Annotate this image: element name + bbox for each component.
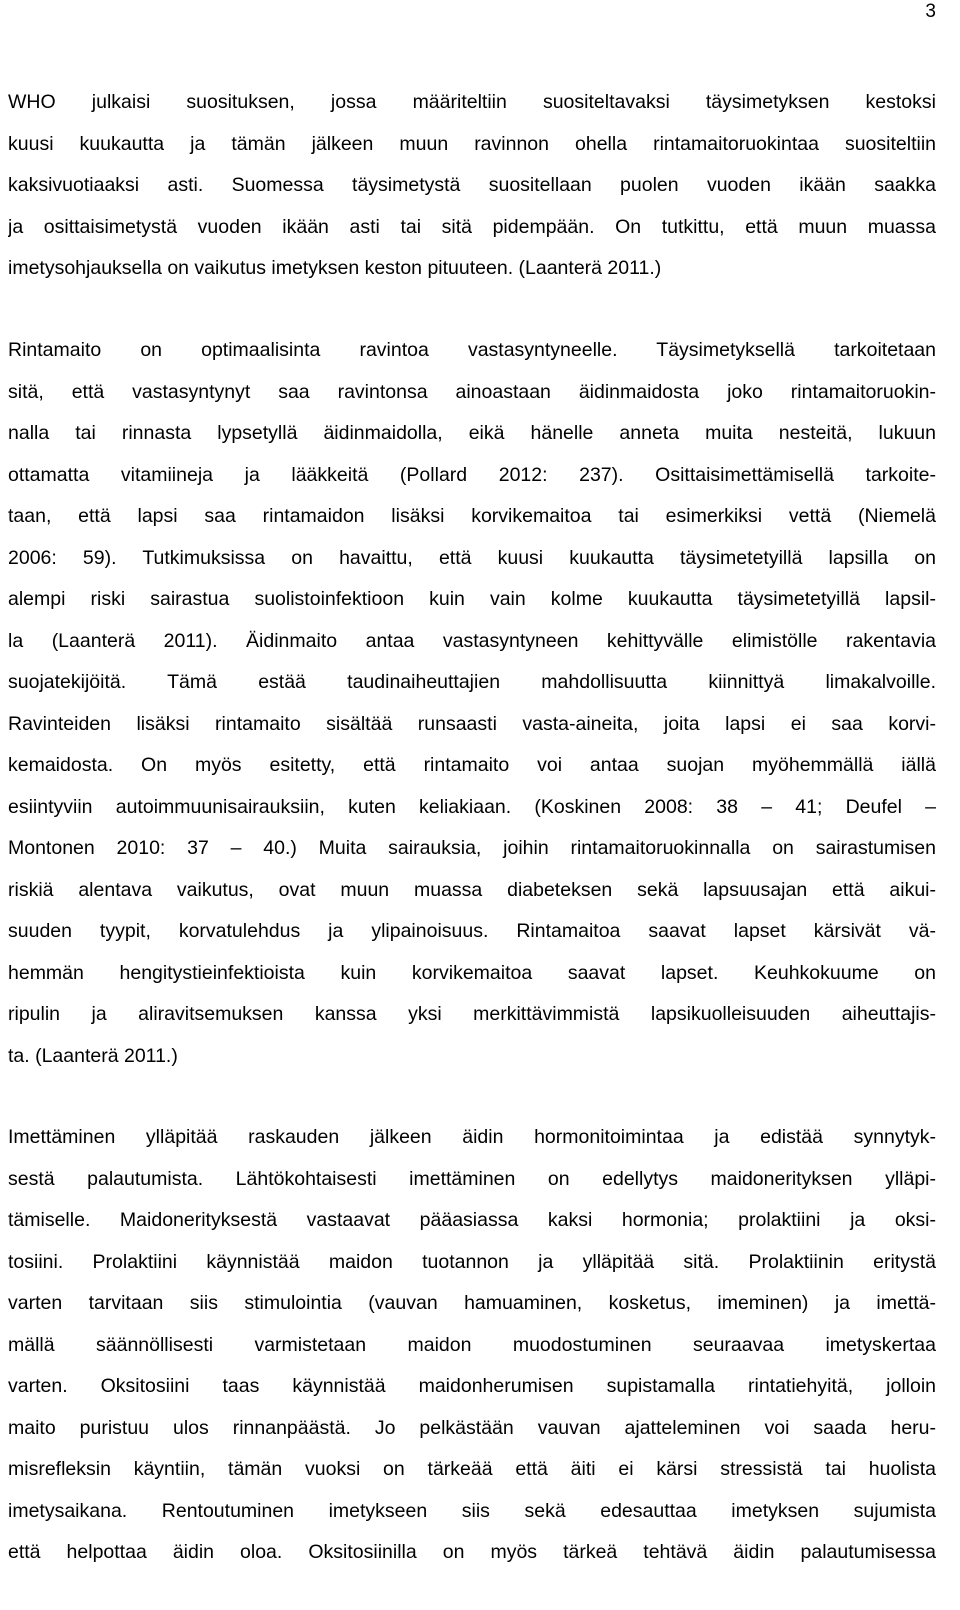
text-line: ottamatta vitamiineja ja lääkkeitä (Pollard 2012: 237). Osittaisimettämisellä tarkoite- [8, 463, 936, 486]
text-line: riskiä alentava vaikutus, ovat muun muassa diabeteksen sekä lapsuusajan että aikui- [8, 878, 936, 901]
text-line: tosiini. Prolaktiini käynnistää maidon tuotannon ja ylläpitää sitä. Prolaktiinin eritystä [8, 1250, 936, 1273]
text-line: kemaidosta. On myös esitetty, että rintamaito voi antaa suojan myöhemmällä iällä [8, 754, 936, 776]
text-line: sitä, että vastasyntynyt saa ravintonsa ainoastaan äidinmaidosta joko rintamaitoruokin- [8, 380, 936, 403]
text-line: Ravinteiden lisäksi rintamaito sisältää runsaasti vasta-aineita, joita lapsi ei saa korvi- [8, 712, 936, 735]
text-line: suuden tyypit, korvatulehdus ja ylipainoisuus. Rintamaitoa saavat lapset kärsivät vä- [8, 920, 936, 942]
text-line: varten tarvitaan siis stimulointia (vauvan hamuaminen, kosketus, imeminen) ja imettä- [8, 1292, 936, 1314]
paragraph-3 [8, 1117, 936, 1574]
text-line: Imettäminen ylläpitää raskauden jälkeen äidin hormonitoimintaa ja edistää synnytyk- [8, 1126, 936, 1148]
text-line: tämiselle. Maidonerityksestä vastaavat pääasiassa kaksi hormonia; prolaktiini ja oksi- [8, 1209, 936, 1231]
text-line: imetysohjauksella on vaikutus imetyksen keston pituuteen. (Laanterä 2011.) [8, 257, 662, 279]
text-line: suojatekijöitä. Tämä estää taudinaiheuttajien mahdollisuutta kiinnittyä limakalvoille. [8, 671, 936, 693]
text-line: ripulin ja aliravitsemuksen kanssa yksi merkittävimmistä lapsikuolleisuuden aiheuttajis- [8, 1003, 936, 1025]
text-line: varten. Oksitosiini taas käynnistää maidonherumisen supistamalla rintatiehyitä, jolloin [8, 1375, 936, 1397]
text-line: taan, että lapsi saa rintamaidon lisäksi korvikemaitoa tai esimerkiksi vettä (Niemelä [8, 505, 936, 527]
text-line: maito puristuu ulos rinnanpäästä. Jo pelkästään vauvan ajatteleminen voi saada heru- [8, 1416, 936, 1439]
text-line: la (Laanterä 2011). Äidinmaito antaa vastasyntyneen kehittyvälle elimistölle rakentavia [8, 629, 936, 652]
text-line: Montonen 2010: 37 – 40.) Muita sairauksia, joihin rintamaitoruokinnalla on sairastumisen [8, 837, 936, 859]
text-line: kuusi kuukautta ja tämän jälkeen muun ravinnon ohella rintamaitoruokintaa suositeltiin [8, 132, 936, 155]
paragraph-2 [8, 330, 936, 1077]
text-line: imetysaikana. Rentoutuminen imetykseen siis sekä edesauttaa imetyksen sujumista [8, 1499, 936, 1522]
text-line: Rintamaito on optimaalisinta ravintoa vastasyntyneelle. Täysimetyksellä tarkoitetaan [8, 339, 936, 361]
text-line: esiintyviin autoimmuunisairauksiin, kuten keliakiaan. (Koskinen 2008: 38 – 41; Deufel – [8, 795, 936, 818]
page-number: 3 [925, 1, 936, 22]
text-line: hemmän hengitystieinfektioista kuin korvikemaitoa saavat lapset. Keuhkokuume on [8, 961, 936, 984]
text-line: ta. (Laanterä 2011.) [8, 1044, 178, 1067]
text-line: misrefleksin käyntiin, tämän vuoksi on tärkeää että äiti ei kärsi stressistä tai huolista [8, 1458, 936, 1480]
text-line: ja osittaisimetystä vuoden ikään asti tai sitä pidempään. On tutkittu, että muun muassa [8, 215, 936, 238]
text-line: alempi riski sairastua suolistoinfektioon kuin vain kolme kuukautta täysimetetyillä lapsil- [8, 588, 936, 610]
text-line: sestä palautumista. Lähtökohtaisesti imettäminen on edellytys maidonerityksen ylläpi- [8, 1167, 936, 1190]
text-line: nalla tai rinnasta lypsetyllä äidinmaidolla, eikä hänelle anneta muita nesteitä, lukuun [8, 422, 936, 444]
text-line: kaksivuotiaaksi asti. Suomessa täysimetystä suositellaan puolen vuoden ikään saakka [8, 174, 936, 196]
paragraph-1 [8, 82, 936, 290]
text-line: WHO julkaisi suosituksen, jossa määriteltiin suositeltavaksi täysimetyksen kestoksi [8, 91, 936, 113]
text-line: 2006: 59). Tutkimuksissa on havaittu, että kuusi kuukautta täysimetetyillä lapsilla on [8, 546, 936, 569]
text-line: että helpottaa äidin oloa. Oksitosiinilla on myös tärkeä tehtävä äidin palautumisessa [8, 1541, 936, 1563]
text-line: mällä säännöllisesti varmistetaan maidon muodostuminen seuraavaa imetyskertaa [8, 1333, 936, 1356]
